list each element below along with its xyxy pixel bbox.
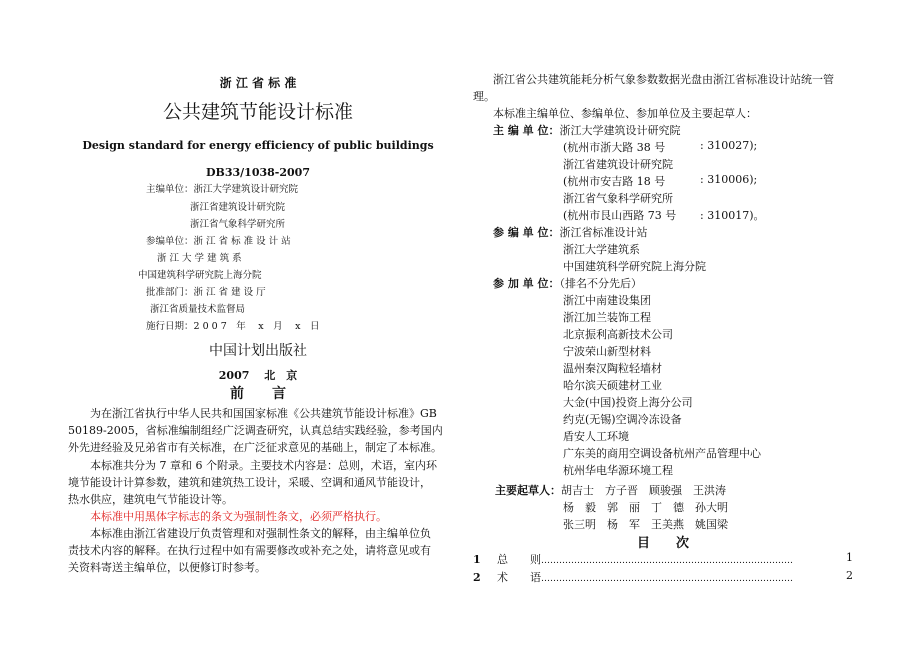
- list-item: 北京振利高新技术公司: [563, 328, 673, 341]
- preface-p2-l2: 境节能设计计算参数，建筑和建筑热工设计，采暖、空调和通风节能设计，: [68, 476, 431, 489]
- chief-unit-2-address: (杭州市安吉路 18 号: [563, 175, 666, 188]
- list-item: 哈尔滨天硕建材工业: [563, 379, 662, 392]
- publisher: 中国计划出版社: [209, 343, 307, 359]
- drafters-2: 杨 毅 郭 丽 丁 德 孙大明: [563, 501, 728, 514]
- drafters: 主要起草人：胡吉士 方子晋 顾骏强 王洪涛: [495, 484, 726, 497]
- preface-p1-l2: 50189-2005，省标准编制组经广泛调查研究，认真总结实践经验，参考国内: [68, 424, 443, 437]
- standard-code: DB33/1038-2007: [206, 166, 310, 179]
- chief-unit-1-zip: : 310027);: [700, 139, 758, 152]
- participating-unit-2: 浙江大学建筑系: [563, 243, 640, 256]
- toc-title-text: 总 则: [497, 553, 541, 566]
- chief-editor-unit: 主编单位：浙江大学建筑设计研究院: [146, 184, 299, 195]
- disc-note-l1: 浙江省公共建筑能耗分析气象参数数据光盘由浙江省标准设计站统一管: [493, 73, 834, 86]
- toc-entry-1[interactable]: [473, 551, 853, 567]
- toc-page: 1: [846, 551, 853, 564]
- list-item: 大金(中国)投资上海分公司: [563, 396, 693, 409]
- preface-p4-l3: 关资料寄送主编单位，以便修订时参考。: [68, 561, 266, 574]
- toc-title: 目 次: [636, 536, 689, 551]
- list-item: 浙江中南建设集团: [563, 294, 651, 307]
- toc-number: 1: [473, 553, 481, 566]
- disc-note-l2: 理。: [473, 90, 495, 103]
- toc-leader: …………………………………………………………………………: [541, 574, 793, 584]
- preface-p4-l2: 责技术内容的解释。在执行过程中如有需要修改或补充之处，请将意见或有: [68, 544, 431, 557]
- joining-units: 参 加 单 位：（排名不分先后）: [493, 277, 642, 290]
- preface-p1-l1: 为在浙江省执行中华人民共和国国家标准《公共建筑节能设计标准》GB: [90, 407, 437, 420]
- mandatory-clause-note: 本标准中用黑体字标志的条文为强制性条文，必须严格执行。: [90, 510, 387, 523]
- standard-label: 浙 江 省 标 准: [219, 76, 297, 90]
- title-chinese: 公共建筑节能设计标准: [162, 101, 353, 123]
- preface-title: 前 言: [230, 386, 286, 402]
- participating-unit-3: 中国建筑科学研究院上海分院: [563, 260, 706, 273]
- approving-dept-2: 浙江省质量技术监督局: [150, 304, 246, 315]
- chief-unit-3-address: (杭州市艮山西路 73 号: [563, 209, 677, 222]
- toc-title-text: 术 语: [497, 571, 541, 584]
- list-item: 温州秦汉陶粒轻墙材: [563, 362, 662, 375]
- participating-unit: 参编单位：浙 江 省 标 准 设 计 站: [146, 236, 291, 247]
- list-item: 盾安人工环境: [563, 430, 629, 443]
- toc-entry-2[interactable]: [473, 569, 853, 585]
- chief-unit-1-address: (杭州市浙大路 38 号: [563, 141, 666, 154]
- chief-unit-3: 浙江省气象科学研究所: [563, 192, 673, 205]
- chief-editor-unit-2: 浙江省建筑设计研究院: [190, 202, 286, 213]
- participating-unit-2: 浙 江 大 学 建 筑 系: [157, 253, 242, 264]
- toc-number: 2: [473, 571, 481, 584]
- toc-page: 2: [846, 569, 853, 582]
- chief-unit-2-zip: : 310006);: [700, 173, 758, 186]
- list-item: 浙江加兰装饰工程: [563, 311, 651, 324]
- toc-leader: …………………………………………………………………………: [541, 556, 793, 566]
- list-item: 约克(无锡)空调冷冻设备: [563, 413, 682, 426]
- participating-unit-3: 中国建筑科学研究院上海分院: [138, 270, 262, 281]
- chief-units: 主 编 单 位：浙江大学建筑设计研究院: [493, 124, 681, 137]
- chief-unit-3-zip: : 310017)。: [700, 209, 765, 222]
- list-item: 广东美的商用空调设备杭州产品管理中心: [563, 447, 761, 460]
- preface-p1-l3: 外先进经验及兄弟省市有关标准，在广泛征求意见的基础上，制定了本标准。: [68, 441, 442, 454]
- title-english: Design standard for energy efficiency of public buildings: [82, 139, 434, 152]
- list-item: 杭州华电华源环境工程: [563, 464, 673, 477]
- approving-dept: 批准部门：浙 江 省 建 设 厅: [146, 287, 266, 298]
- preface-p4-l1: 本标准由浙江省建设厅负责管理和对强制性条文的解释，由主编单位负: [90, 527, 431, 540]
- preface-p2-l1: 本标准共分为 7 章和 6 个附录。主要技术内容是：总则，术语，室内环: [90, 459, 437, 472]
- participating-units: 参 编 单 位：浙江省标准设计站: [493, 226, 648, 239]
- publish-place: 2007 北 京: [218, 369, 298, 382]
- chief-editor-unit-3: 浙江省气象科学研究所: [190, 219, 286, 230]
- joining-unit-list: [563, 292, 761, 479]
- list-item: 宁波荣山新型材料: [563, 345, 651, 358]
- units-intro: 本标准主编单位、参编单位、参加单位及主要起草人：: [493, 107, 757, 120]
- chief-unit-2: 浙江省建筑设计研究院: [563, 158, 673, 171]
- drafters-3: 张三明 杨 军 王美燕 姚国梁: [563, 518, 728, 531]
- implementation-date: 施行日期：2 0 0 7 年 x 月 x 日: [146, 321, 320, 332]
- preface-p2-l3: 热水供应，建筑电气节能设计等。: [68, 493, 233, 506]
